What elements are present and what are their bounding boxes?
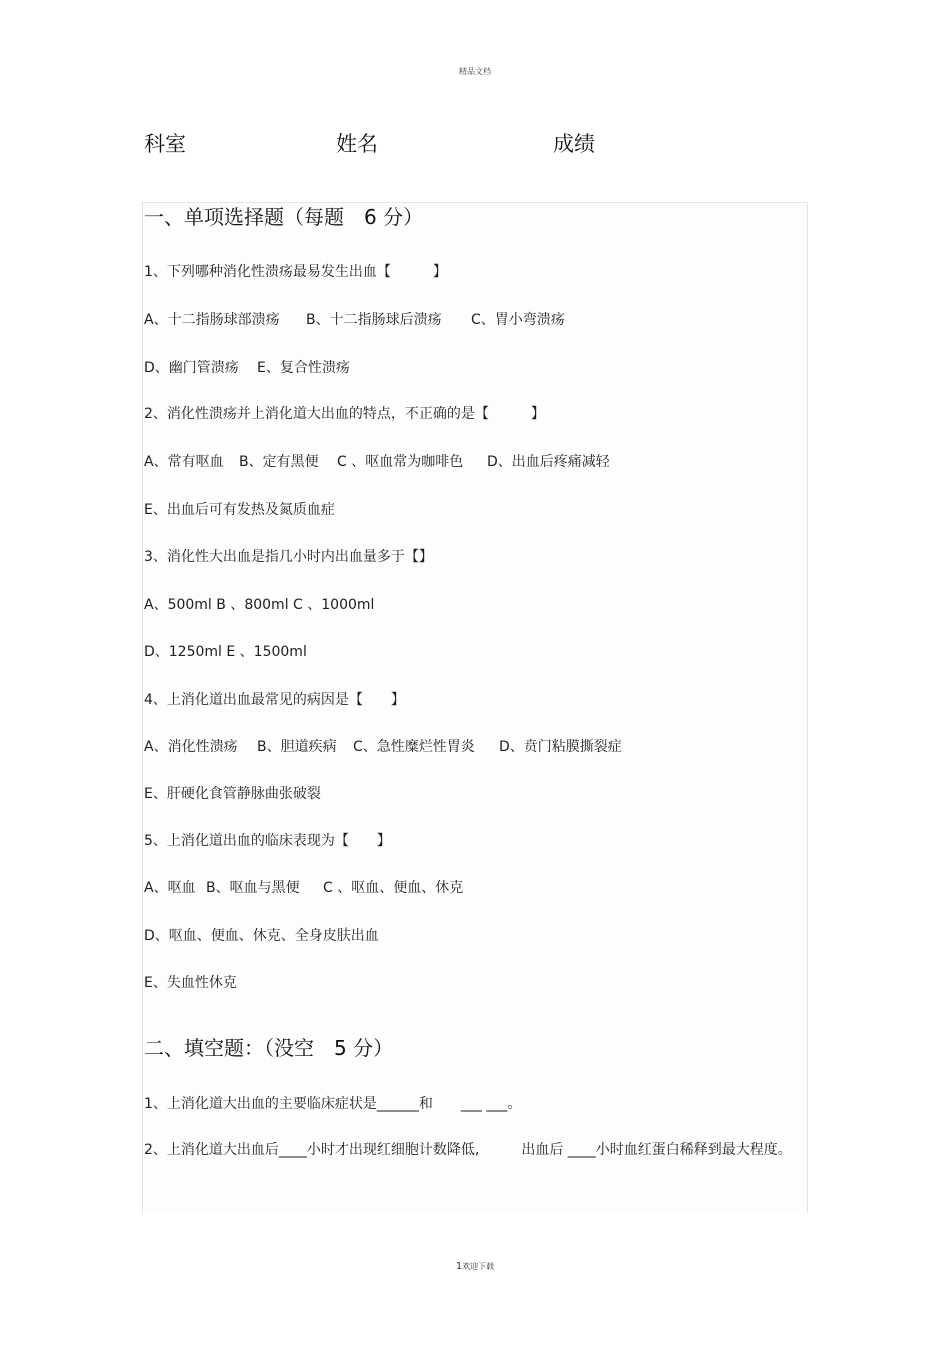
option-2e: E、出血后可有发热及氮质血症 — [144, 502, 335, 518]
option-2a: A、常有呕血 — [144, 454, 224, 470]
fill-blank-1: 1、上消化道大出血的主要临床症状是______和 ___ ___。 — [144, 1096, 522, 1112]
question-3-options-1 — [144, 593, 374, 617]
option-4b: B、胆道疾病 — [257, 739, 337, 755]
question-4-options-1 — [144, 735, 622, 759]
question-5-options-3 — [144, 971, 237, 995]
option-1a: A、十二指肠球部溃疡 — [144, 312, 280, 328]
option-4d: D、贲门粘膜撕裂症 — [499, 739, 622, 755]
option-5d: D、呕血、便血、休克、全身皮肤出血 — [144, 928, 379, 944]
header-note: 精品文档 — [459, 67, 491, 76]
option-4a: A、消化性溃疡 — [144, 739, 238, 755]
question-1-options-1 — [144, 308, 565, 332]
question-2-options-1 — [144, 450, 610, 474]
option-3abc: A、500ml B 、800ml C 、1000ml — [144, 597, 375, 613]
page-number: 1 — [455, 1261, 463, 1272]
option-1e: E、复合性溃疡 — [257, 360, 350, 376]
section-1-title: 一、单项选择题（每题 6 分） — [144, 205, 424, 229]
footer-note — [0, 1261, 950, 1272]
option-5a: A、呕血 — [144, 880, 196, 896]
dept-label: 科室 — [144, 132, 186, 156]
question-4-options-2 — [144, 782, 321, 806]
option-5b: B、呕血与黑便 — [206, 880, 300, 896]
fill-blank-2: 2、上消化道大出血后____小时才出现红细胞计数降低, 出血后 ____小时血红蛋白稀释到最大程度。 — [144, 1142, 792, 1158]
question-5-options-2 — [144, 924, 379, 948]
option-3de: D、1250ml E 、1500ml — [144, 644, 307, 660]
question-3-options-2 — [144, 640, 307, 664]
option-4c: C、急性糜烂性胃炎 — [353, 739, 475, 755]
option-2b: B、定有黑便 — [239, 454, 319, 470]
question-2-stem: 2、消化性溃疡并上消化道大出血的特点，不正确的是【 】 — [144, 406, 545, 422]
question-5-options-1 — [144, 876, 463, 900]
question-3-stem: 3、消化性大出血是指几小时内出血量多于【】 — [144, 549, 433, 565]
question-2-options-2 — [144, 498, 335, 522]
option-2d: D、出血后疼痛减轻 — [487, 454, 610, 470]
question-1-stem: 1、下列哪种消化性溃疡最易发生出血【 】 — [144, 264, 447, 280]
question-1-options-2 — [144, 356, 350, 380]
option-1c: C、胃小弯溃疡 — [471, 312, 565, 328]
option-2c: C 、呕血常为咖啡色 — [337, 454, 464, 470]
option-5c: C 、呕血、便血、休克 — [323, 880, 464, 896]
footer-text: 欢迎下载 — [462, 1262, 495, 1271]
option-1b: B、十二指肠球后溃疡 — [306, 312, 442, 328]
score-label: 成绩 — [553, 132, 595, 156]
section-2-title: 二、填空题：（没空 5 分） — [144, 1036, 394, 1060]
question-4-stem: 4、上消化道出血最常见的病因是【 】 — [144, 692, 405, 708]
option-5e: E、失血性休克 — [144, 975, 237, 991]
option-1d: D、幽门管溃疡 — [144, 360, 239, 376]
name-label: 姓名 — [336, 132, 378, 156]
option-4e: E、肝硬化食管静脉曲张破裂 — [144, 786, 321, 802]
question-5-stem: 5、上消化道出血的临床表现为【 】 — [144, 833, 391, 849]
